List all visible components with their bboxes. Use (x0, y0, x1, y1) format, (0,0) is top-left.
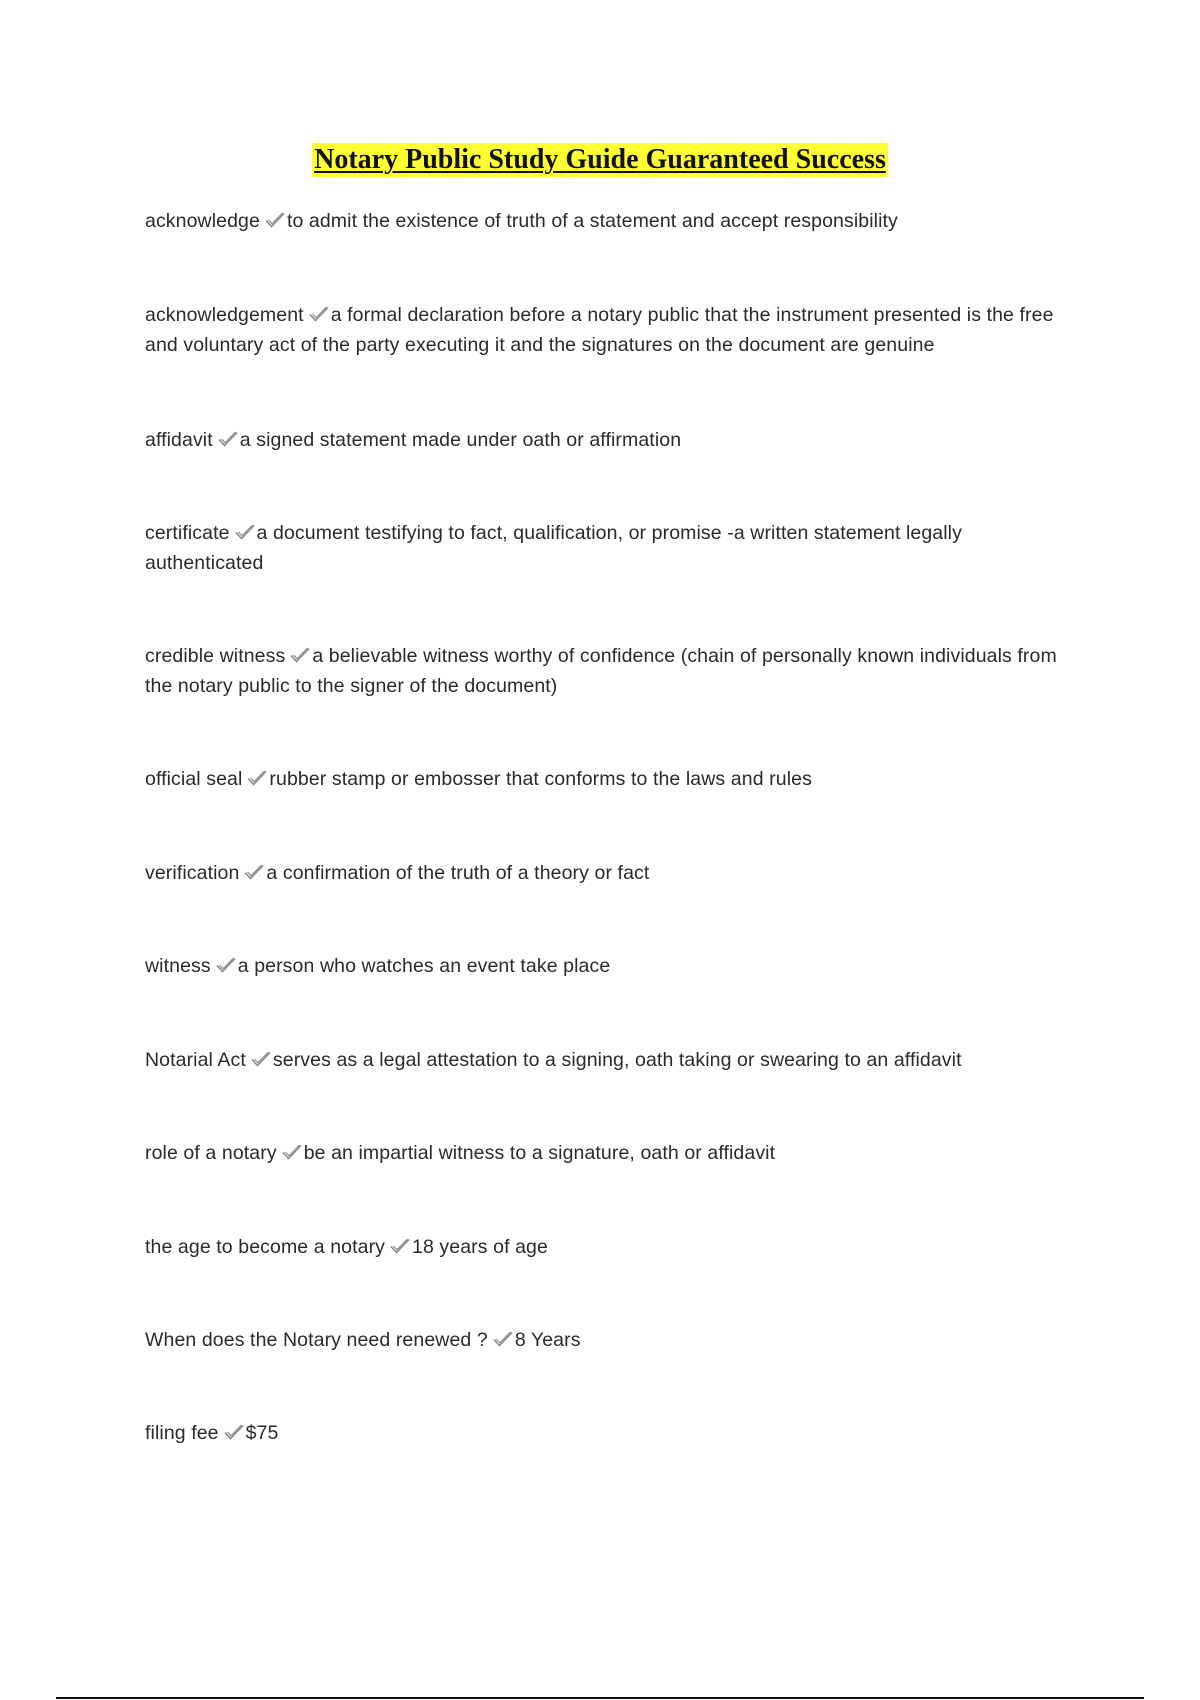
entry-term: When does the Notary need renewed ? (145, 1329, 488, 1351)
entry-definition: a confirmation of the truth of a theory or fact (266, 862, 650, 884)
entry-credible-witness (145, 641, 1065, 701)
check-mark-icon (215, 956, 237, 974)
entry-acknowledgement (145, 300, 1065, 360)
document-title: Notary Public Study Guide Guaranteed Success (314, 144, 886, 175)
check-mark-icon (308, 305, 330, 323)
entry-definition: serves as a legal attestation to a signing, oath taking or swearing to an affidavit (272, 1049, 962, 1071)
check-mark-icon (250, 1050, 272, 1068)
entry-term: the age to become a notary (145, 1236, 386, 1258)
entry-affidavit (145, 425, 1065, 455)
entry-definition: a document testifying to fact, qualification, or promise -a written statement legally authenticated (145, 522, 962, 574)
entry-definition: be an impartial witness to a signature, oath or affidavit (303, 1142, 776, 1164)
entry-term: certificate (145, 522, 230, 544)
entry-term: affidavit (145, 429, 213, 451)
entry-definition: a believable witness worthy of confidence (chain of personally known individuals from the notary public to the signer of the document) (145, 645, 1057, 697)
entry-witness (145, 951, 1065, 981)
title-wrap (0, 143, 1200, 177)
entry-definition: $75 (245, 1422, 279, 1444)
entry-definition: rubber stamp or embosser that conforms to the laws and rules (269, 768, 812, 790)
check-mark-icon (389, 1237, 411, 1255)
entry-definition: a formal declaration before a notary public that the instrument presented is the free and voluntary act of the party executing it and the signatures on the document are genuine (145, 304, 1054, 356)
check-mark-icon (281, 1143, 303, 1161)
entry-filing-fee (145, 1418, 1065, 1448)
check-mark-icon (243, 863, 265, 881)
check-mark-icon (289, 646, 311, 664)
bottom-rule (56, 1697, 1144, 1699)
entry-definition: a signed statement made under oath or affirmation (239, 429, 682, 451)
entry-term: verification (145, 862, 240, 884)
entry-term: witness (145, 955, 211, 977)
check-mark-icon (246, 769, 268, 787)
check-mark-icon (264, 211, 286, 229)
check-mark-icon (492, 1330, 514, 1348)
entry-age-to-become-notary (145, 1232, 1065, 1262)
entry-term: official seal (145, 768, 243, 790)
entry-term: filing fee (145, 1422, 219, 1444)
entry-term: acknowledge (145, 210, 260, 232)
entry-acknowledge (145, 206, 1065, 236)
entry-term: Notarial Act (145, 1049, 246, 1071)
entry-definition: to admit the existence of truth of a statement and accept responsibility (286, 210, 898, 232)
entry-definition: 18 years of age (412, 1236, 548, 1258)
check-mark-icon (223, 1423, 245, 1441)
check-mark-icon (217, 430, 239, 448)
entry-role-of-a-notary (145, 1138, 1065, 1168)
entry-verification (145, 858, 1065, 888)
entry-notarial-act (145, 1045, 1065, 1075)
entry-official-seal (145, 764, 1065, 794)
entry-term: acknowledgement (145, 304, 304, 326)
entry-definition: 8 Years (514, 1329, 581, 1351)
entry-term: role of a notary (145, 1142, 277, 1164)
entry-term: credible witness (145, 645, 286, 667)
check-mark-icon (234, 523, 256, 541)
entry-certificate (145, 518, 1065, 578)
entry-notary-renewal (145, 1325, 1065, 1355)
entry-definition: a person who watches an event take place (237, 955, 611, 977)
